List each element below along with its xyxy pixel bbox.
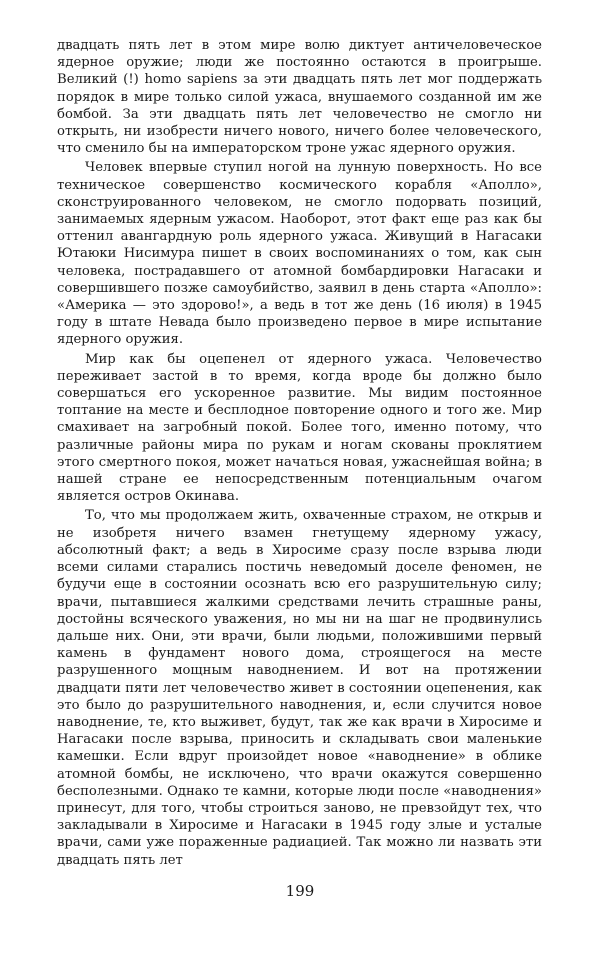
paragraph-3: Мир как бы оцепенел от ядерного ужаса. Человечество переживает застой в то время, когда вроде бы должно было совершаться его ускоренное развитие. Мы видим постоянное топтание на месте и бесплодное повторение одного и того же. Мир смахивает на загробный покой. Более того, именно потому, что различные районы мира по рукам и ногам скованы проклятием этого смертного покоя, может начаться новая, ужаснейшая война; в нашей стране ее непосредственным потенциальным очагом является остров Окинава. bbox=[57, 351, 542, 505]
page-body bbox=[57, 37, 542, 869]
paragraph-1: двадцать пять лет в этом мире волю диктует античеловеческое ядерное оружие; люди же постоянно остаются в проигрыше. Великий (!) homo sapiens за эти двадцать пять лет мог поддержать порядок в мире только силой ужаса, внушаемого созданной им же бомбой. За эти двадцать пять лет человечество не смогло ни открыть, ни изобрести ничего нового, ничего более человеческого, что сменило бы на императорском троне ужас ядерного оружия. bbox=[57, 38, 542, 157]
paragraph-2: Человек впервые ступил ногой на лунную поверхность. Но все техническое совершенство космического корабля «Аполло», сконструированного человеком, не смогло подорвать позиций, занимаемых ядерным ужасом. Наоборот, этот факт еще раз как бы оттенил авангардную роль ядерного ужаса. Живущий в Нагасаки Ютаюки Нисимура пишет в своих воспоминаниях о том, как сын человека, пострадавшего от атомной бомбардировки Нагасаки и совершившего позже самоубийство, заявил в день старта «Аполло»: «Америка — это здорово!», а ведь в тот же день (16 июля) в 1945 году в штате Невада было произведено первое в мире испытание ядерного оружия. bbox=[57, 160, 542, 348]
paragraph-4: То, что мы продолжаем жить, охваченные страхом, не открыв и не изобретя ничего взамен гнетущему ядерному ужасу, абсолютный факт; а ведь в Хиросиме сразу после взрыва люди всеми силами старались постичь неведомый доселе феномен, не будучи еще в состоянии осознать всю его разрушительную силу; врачи, пытавшиеся жалкими средствами лечить страшные раны, достойны всяческого уважения, но мы ни на шаг не продвинулись дальше них. Они, эти врачи, были людьми, положившими первый камень в фундамент нового дома, строящегося на месте разрушенного мощным наводнением. И вот на протяжении двадцати пяти лет человечество живет в состоянии оцепенения, как это было до разрушительного наводнения, и, если случится новое наводнение, те, кто выживет, будут, так же как врачи в Хиросиме и Нагасаки после взрыва, приносить и складывать свои маленькие камешки. Если вдруг произойдет новое «наводнение» в облике атомной бомбы, не исключено, что врачи окажутся совершенно бесполезными. Однако те камни, которые люди после «наводнения» принесут, для того, чтобы строиться заново, не превзойдут тех, что закладывали в Хиросиме и Нагасаки в 1945 году злые и усталые врачи, сами уже пораженные радиацией. Так можно ли назвать эти двадцать пять лет bbox=[57, 508, 542, 868]
page-number: 199 bbox=[285, 882, 315, 900]
